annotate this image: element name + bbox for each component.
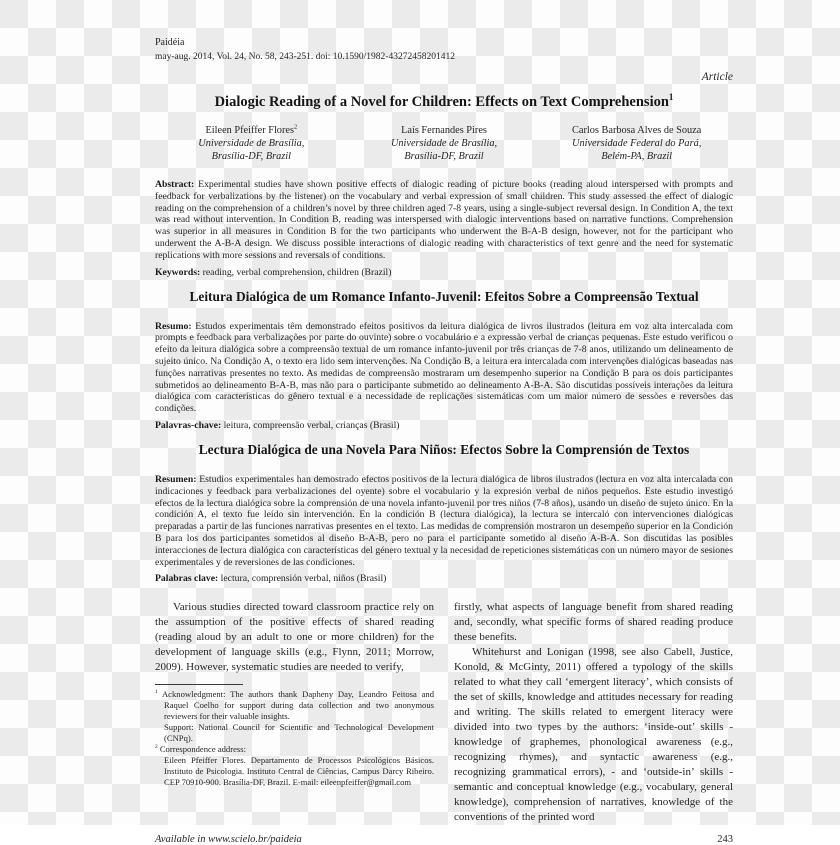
author-affiliation: Universidade Federal do Pará, bbox=[572, 138, 702, 149]
resumen-label: Resumen: bbox=[155, 473, 197, 485]
footnote-text: Acknowledgment: The authors thank Dapheny Day, Leandro Feitosa and Raquel Coelho for support during data collection and two anonymous reviewers for their valuable insights. bbox=[161, 689, 434, 722]
keywords-label: Keywords: bbox=[155, 266, 201, 278]
resumo-text: Estudos experimentais têm demonstrado efeitos positivos da leitura dialógica de livros ilustrados (leitura em voz alta intercalada com prompts e feedback para verbalizações por parte do ouvinte) sobre o vocabulário e a expressão verbal de crianças pequenas. Este estudo verificou o efeito da leitura dialógica sobre a compreensão textual de um romance infanto-juvenil por três crianças de 7-8 anos, utilizando um delineamento de sujeito único. Na Condição A, o texto era lido sem intervenções. Na Condição B, a leitura era intercalada com intervenções dialógicas baseadas nas funções narrativas presentes no texto. As medidas de compreensão mostraram um desempenho superior na Condição B para os dois participantes submetidos ao delineamento B-A-B, mas não para o participante submetido ao delineamento A-B-A. São discutidas possíveis interações da leitura dialógica com características do gênero textual e a necessidade de replicações sistemáticas com um maior número de sessões e reversões das condições. bbox=[155, 320, 733, 415]
journal-name: Paidéia bbox=[155, 37, 185, 48]
author-affiliation: Belém-PA, Brazil bbox=[601, 151, 673, 162]
resumo-paragraph bbox=[155, 321, 733, 415]
footnote-mark: 2 bbox=[155, 744, 158, 751]
article-type-label: Article bbox=[701, 71, 733, 83]
author-affiliation: Brasília-DF, Brazil bbox=[211, 151, 291, 162]
footnote-support: Support: National Council for Scientific and Technological Development (CNPq). bbox=[164, 722, 434, 744]
author-name-text: Carlos Barbosa Alves de Souza bbox=[572, 125, 702, 136]
keywords-line bbox=[155, 267, 733, 279]
article-title-text: Dialogic Reading of a Novel for Children: Effects on Text Comprehension bbox=[214, 94, 669, 110]
keywords-text: reading, verbal comprehension, children (Brazil) bbox=[202, 266, 392, 278]
paper-page bbox=[155, 0, 733, 845]
availability-note: Available in www.scielo.br/paideia bbox=[155, 834, 302, 845]
left-column bbox=[155, 600, 434, 825]
spanish-title: Lectura Dialógica de una Novela Para Niños: Efectos Sobre la Comprensión de Textos bbox=[198, 441, 690, 457]
author-name-text: Eileen Pfeiffer Flores bbox=[205, 125, 294, 136]
author-block bbox=[348, 124, 541, 163]
authors-row bbox=[155, 124, 733, 163]
author-footnote-mark: 2 bbox=[293, 123, 298, 131]
palabras-clave-label: Palabras clave: bbox=[155, 573, 219, 585]
article-title bbox=[155, 93, 733, 111]
page-footer bbox=[155, 834, 733, 845]
title-footnote-mark: 1 bbox=[668, 92, 674, 103]
author-block bbox=[155, 124, 348, 163]
palavras-chave-line bbox=[155, 420, 733, 432]
author-affiliation: Universidade de Brasília, bbox=[390, 138, 498, 149]
footnote-acknowledgment bbox=[155, 689, 434, 722]
author-block bbox=[540, 124, 733, 163]
page-number: 243 bbox=[717, 834, 733, 845]
abstract-label: Abstract: bbox=[155, 179, 195, 190]
abstract-text: Experimental studies have shown positive effects of dialogic reading of picture books (reading aloud interspersed with prompts and feedback for verbalizations by the listener) on the vocabulary and verbal expression of small children. This study assessed the effect of dialogic reading on the comprehension of a children’s novel by three children aged 7-8 years, using a single-subject reversal design. In Condition A, the text was read without intervention. In Condition B, reading was interspersed with dialogic interventions based on narrative functions. Comprehension was superior in all measures in Condition B for the two participants who underwent the B-A-B design, however, not for the participant who underwent the A-B-A design. We discuss possible interactions of dialogic reading with characteristics of text genre and the need for systematic replications with more sessions and reversals of conditions. bbox=[155, 179, 733, 261]
palabras-clave-text: lectura, comprensión verbal, niños (Brasil) bbox=[220, 573, 387, 585]
footnotes-block bbox=[155, 684, 434, 788]
author-affiliation: Brasília-DF, Brazil bbox=[404, 151, 484, 162]
resumo-label: Resumo: bbox=[155, 320, 192, 332]
resumen-text: Estudios experimentales han demostrado efectos positivos de la lectura dialógica de libros ilustrados (lectura en voz alta intercalada con indicaciones y feedback para verbalizaciones del oyente) sobre el vocabulario y la expresión verbal de niños pequeños. Este estudio investigó efectos de la lectura dialógica sobre la comprensión de una novela infanto-juvenil por tres niños (7-8 años), usando un diseño de sujeto único. En la condición A, el texto fue leído sin intervención. En la condición B (lectura dialógica), la lectura se intercaló con intervenciones dialógicas preparadas a partir de las funciones narrativas presentes en el texto. Las medidas de comprensión mostraron un desempeño superior en la Condición B para los dos participantes sometidos al diseño B-A-B, pero no para el participante sometido al diseño A-B-A. Son discutidas las posibles interacciones de lectura dialógica con características del género textual y la necesidad de repeticiones sistemáticas con un número mayor de sesiones experimentales y de reversiones de las condiciones. bbox=[155, 473, 734, 568]
footnote-address: Eileen Pfeiffer Flores. Departamento de Processos Psicológicos Básicos. Instituto de Psicologia. Instituto Central de Ciências, Campus Darcy Ribeiro. CEP 70910-900. Brasília-DF, Brazil. E-mail: eileenpfeiffer@gmail.com bbox=[164, 755, 434, 788]
abstract-paragraph bbox=[155, 179, 733, 262]
author-affiliation: Universidade de Brasília, bbox=[198, 138, 305, 149]
resumen-paragraph bbox=[155, 474, 733, 568]
footnote-mark: 1 bbox=[155, 689, 158, 696]
author-name bbox=[348, 124, 541, 137]
palavras-chave-text: leitura, compreensão verbal, crianças (Brasil) bbox=[223, 419, 400, 431]
footnote-separator bbox=[155, 684, 243, 685]
palavras-chave-label: Palavras-chave: bbox=[155, 419, 222, 431]
journal-citation: may-aug. 2014, Vol. 24, No. 58, 243-251. doi: 10.1590/1982-43272458201412 bbox=[155, 52, 455, 62]
body-paragraph: Various studies directed toward classroom practice rely on the assumption of the positive effects of shared reading (reading aloud by an adult to one or more children) for the development of language skills (e.g., Flynn, 2011; Morrow, 2009). However, systematic studies are needed to verify, bbox=[155, 601, 434, 674]
author-name bbox=[155, 124, 348, 137]
body-paragraph: Whitehurst and Lonigan (1998, see also Cabell, Justice, Konold, & McGinty, 2011) offered a typology of the skills related to what they call ‘emergent literacy’, which consists of the set of skills, knowledge and attitudes necessary for reading and writing. The skills related to emergent literacy were divided into two types by the authors: ‘inside-out’ skills - knowledge of graphemes, phonological awareness (e.g., recognizing rhymes), and syntactic awareness (e.g., recognizing grammatical errors), - and ‘outside-in’ skills - semantic and conceptual knowledge (e.g., vocabulary, general knowledge), comprehension of narratives, knowledge of the conventions of the printed word bbox=[454, 646, 733, 824]
footnote-text: Correspondence address: bbox=[159, 744, 246, 755]
palabras-clave-line bbox=[155, 573, 733, 585]
footnote-correspondence bbox=[155, 744, 434, 755]
journal-header bbox=[155, 36, 733, 64]
right-column bbox=[454, 600, 733, 825]
author-name bbox=[540, 124, 733, 137]
body-paragraph-continuation: firstly, what aspects of language benefit from shared reading and, secondly, what specific forms of shared reading produce these benefits. bbox=[454, 601, 733, 644]
portuguese-title: Leitura Dialógica de um Romance Infanto-Juvenil: Efeitos Sobre a Compreensão Textual bbox=[189, 288, 699, 304]
author-name-text: Laís Fernandes Pires bbox=[401, 125, 487, 136]
body-columns bbox=[155, 600, 733, 825]
